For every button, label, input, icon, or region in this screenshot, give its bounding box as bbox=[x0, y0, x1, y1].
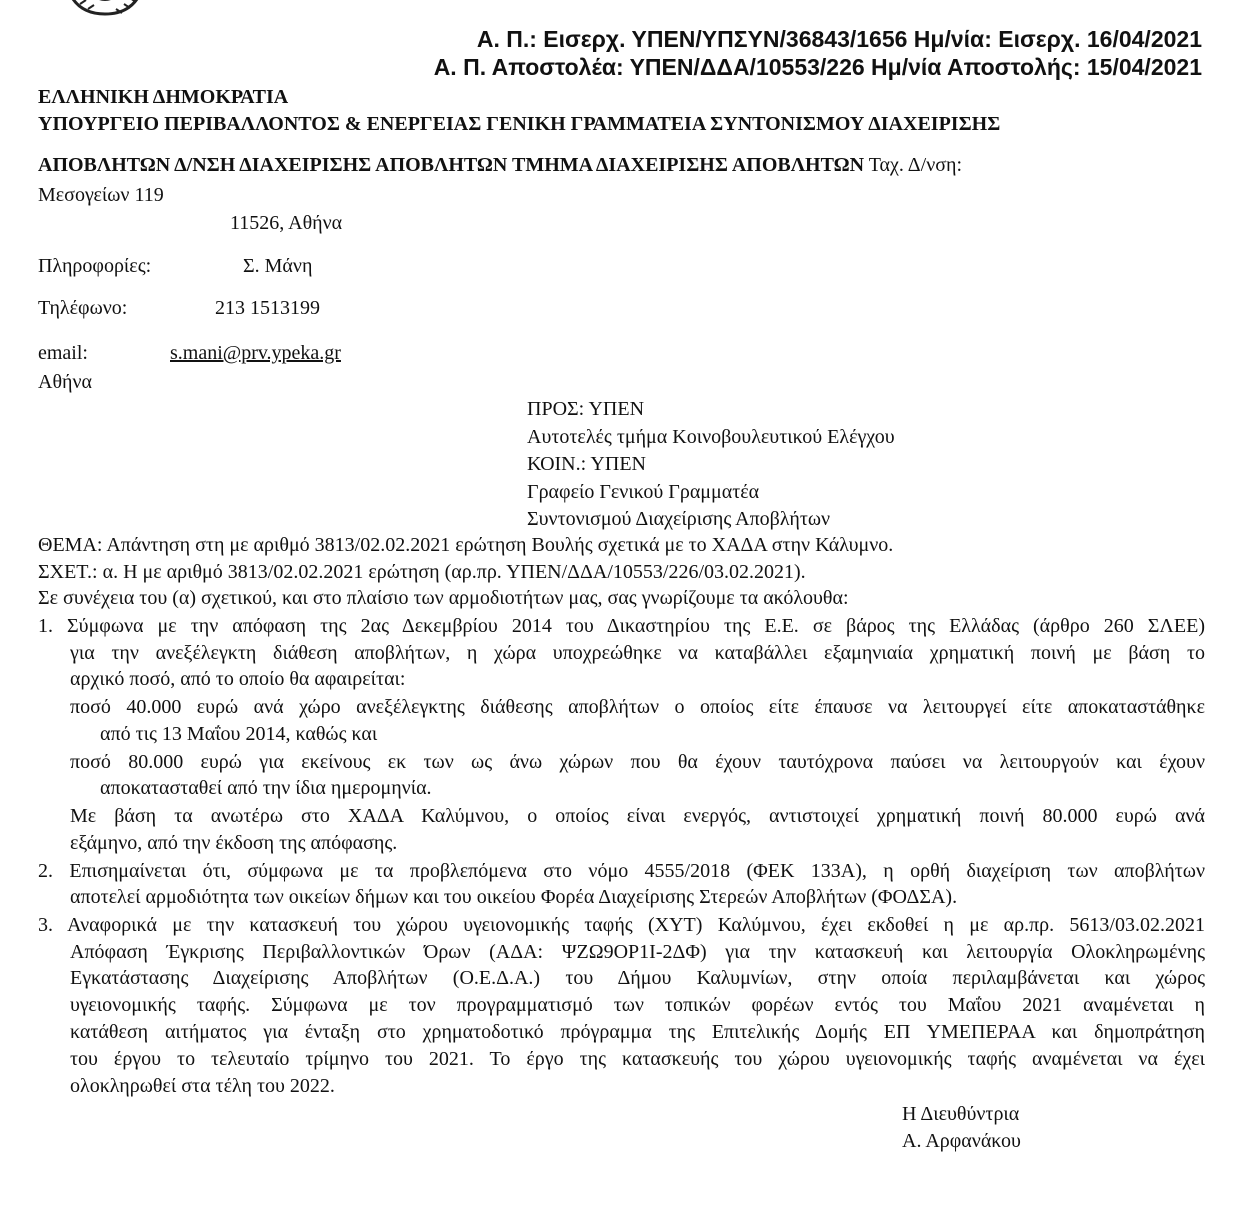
phone-label: Τηλέφωνο: bbox=[38, 297, 128, 319]
to-line-1: ΠΡΟΣ: ΥΠΕΝ bbox=[527, 398, 645, 420]
item2-line-1: 2. Επισημαίνεται ότι, σύμφωνα με τα προβλεπόμενα στο νόμο 4555/2018 (ΦΕΚ 133Α), η ορθή διαχείριση των αποβλήτων bbox=[38, 860, 1205, 882]
item2-line-2: αποτελεί αρμοδιότητα των οικείων δήμων και του οικείου Φορέα Διαχείρισης Στερεών Αποβλήτων (ΦΟΔΣΑ). bbox=[70, 886, 958, 908]
item1-line-4: ποσό 40.000 ευρώ ανά χώρο ανεξέλεγκτης διάθεσης αποβλήτων ο οποίος είτε έπαυσε να λειτουργεί είτε αποκαταστάθηκε bbox=[70, 696, 1205, 718]
item1-line-2: για την ανεξέλεγκτη διάθεση αποβλήτων, η χώρα υποχρεώθηκε να καταβάλλει εξαμηνιαία χρηματική ποινή με βάση το bbox=[70, 642, 1205, 664]
info-label: Πληροφορίες: bbox=[38, 255, 152, 277]
sender-protocol: Α. Π. Αποστολέα: ΥΠΕΝ/ΔΔΑ/10553/226 Ημ/νία Αποστολής: 15/04/2021 bbox=[433, 54, 1202, 80]
item1-line-7: αποκατασταθεί από την ίδια ημερομηνία. bbox=[100, 777, 432, 799]
street-address: Μεσογείων 119 bbox=[38, 184, 164, 206]
phone-value: 213 1513199 bbox=[215, 297, 320, 319]
item3-line-3: Εγκατάστασης Διαχείρισης Αποβλήτων (Ο.Ε.Δ.Α.) του Δήμου Καλυμνίων, στην οποία περιλαμβάνεται και χώρος bbox=[70, 967, 1205, 989]
item3-line-6: του έργου το τελευταίο τρίμηνο του 2021. Το έργο της κατασκευής του χώρου υγειονομικής ταφής αναμένεται να έχει bbox=[70, 1048, 1205, 1070]
incoming-protocol: Α. Π.: Εισερχ. ΥΠΕΝ/ΥΠΣΥΝ/36843/1656 Ημ/νία: Εισερχ. 16/04/2021 bbox=[476, 26, 1202, 52]
protocol-header bbox=[434, 25, 1202, 81]
to-line-2: Αυτοτελές τμήμα Κοινοβουλευτικού Ελέγχου bbox=[527, 425, 895, 448]
ministry-line-1: ΥΠΟΥΡΓΕΙΟ ΠΕΡΙΒΑΛΛΟΝΤΟΣ & ΕΝΕΡΓΕΙΑΣ ΓΕΝΙΚΗ ΓΡΑΜΜΑΤΕΙΑ ΣΥΝΤΟΝΙΣΜΟΥ ΔΙΑΧΕΙΡΙΣΗΣ bbox=[38, 113, 1001, 135]
item3-line-7: ολοκληρωθεί στα τέλη του 2022. bbox=[70, 1075, 335, 1097]
republic-heading: ΕΛΛΗΝΙΚΗ ΔΗΜΟΚΡΑΤΙΑ bbox=[38, 86, 289, 108]
email-link[interactable]: s.mani@prv.ypeka.gr bbox=[170, 342, 341, 364]
recipients-block bbox=[527, 396, 895, 534]
ministry-line-2-row bbox=[38, 152, 962, 178]
greek-emblem-icon bbox=[60, 0, 150, 16]
cc-line-2: Γραφείο Γενικού Γραμματέα bbox=[527, 480, 760, 503]
signature-title: Η Διευθύντρια bbox=[902, 1103, 1020, 1125]
item3-line-1: 3. Αναφορικά με την κατασκευή του χώρου υγειονομικής ταφής (ΧΥΤ) Καλύμνου, έχει εκδοθεί η με αρ.πρ. 5613/03.02.2021 bbox=[38, 914, 1205, 936]
ministry-line-2: ΑΠΟΒΛΗΤΩΝ Δ/ΝΣΗ ΔΙΑΧΕΙΡΙΣΗΣ ΑΠΟΒΛΗΤΩΝ ΤΜΗΜΑ ΔΙΑΧΕΙΡΙΣΗΣ ΑΠΟΒΛΗΤΩΝ bbox=[38, 154, 865, 176]
reference-line: ΣΧΕΤ.: α. Η με αριθμό 3813/02.02.2021 ερώτηση (αρ.πρ. ΥΠΕΝ/ΔΔΑ/10553/226/03.02.2021). bbox=[38, 561, 806, 583]
item3-line-4: υγειονομικής ταφής. Σύμφωνα με τον προγραμματισμό των τοπικών φορέων εντός του Μαΐου 2021 αναμένεται η bbox=[70, 994, 1205, 1016]
subject-line: ΘΕΜΑ: Απάντηση στη με αριθμό 3813/02.02.2021 ερώτηση Βουλής σχετικά με το ΧΑΔΑ στην Κάλυμνο. bbox=[38, 534, 894, 556]
item1-line-6: ποσό 80.000 ευρώ για εκείνους εκ των ως άνω χώρων που θα έχουν ταυτόχρονα παύσει να λειτουργούν και έχουν bbox=[70, 751, 1205, 773]
signature-name: Α. Αρφανάκου bbox=[902, 1130, 1021, 1152]
item1-line-1: 1. Σύμφωνα με την απόφαση της 2ας Δεκεμβρίου 2014 του Δικαστηρίου της Ε.Ε. σε βάρος της Ελλάδας (άρθρο 260 ΣΛΕΕ) bbox=[38, 615, 1205, 637]
cc-line-1: ΚΟΙΝ.: ΥΠΕΝ bbox=[527, 453, 646, 475]
item3-line-5: κατάθεση αιτήματος για ένταξη στο χρηματοδοτικό πρόγραμμα της Επιτελικής Δομής ΕΠ ΥΜΕΠΕΡΑΑ και δημοπράτηση bbox=[70, 1021, 1205, 1043]
item1-line-5: από τις 13 Μαΐου 2014, καθώς και bbox=[100, 723, 378, 745]
info-value: Σ. Μάνη bbox=[243, 255, 313, 277]
cc-line-3: Συντονισμού Διαχείρισης Αποβλήτων bbox=[527, 508, 831, 530]
item1-line-9: εξάμηνο, από την έκδοση της απόφασης. bbox=[70, 832, 398, 854]
address-label: Ταχ. Δ/νση: bbox=[868, 154, 963, 176]
email-label: email: bbox=[38, 342, 88, 364]
item3-line-2: Απόφαση Έγκρισης Περιβαλλοντικών Όρων (ΑΔΑ: ΨΖΩ9ΟΡ1Ι-2ΔΦ) για την κατασκευή και λειτουργία Ολοκληρωμένης bbox=[70, 941, 1205, 963]
item1-line-8: Με βάση τα ανωτέρω στο ΧΑΔΑ Καλύμνου, ο οποίος είναι ενεργός, αντιστοιχεί χρηματική ποινή 80.000 ευρώ ανά bbox=[70, 805, 1205, 827]
city-address: 11526, Αθήνα bbox=[230, 212, 343, 234]
intro-line: Σε συνέχεια του (α) σχετικού, και στο πλαίσιο των αρμοδιοτήτων μας, σας γνωρίζουμε τα ακόλουθα: bbox=[38, 587, 849, 609]
place: Αθήνα bbox=[38, 371, 93, 393]
item1-line-3: αρχικό ποσό, από το οποίο θα αφαιρείται: bbox=[70, 668, 406, 690]
